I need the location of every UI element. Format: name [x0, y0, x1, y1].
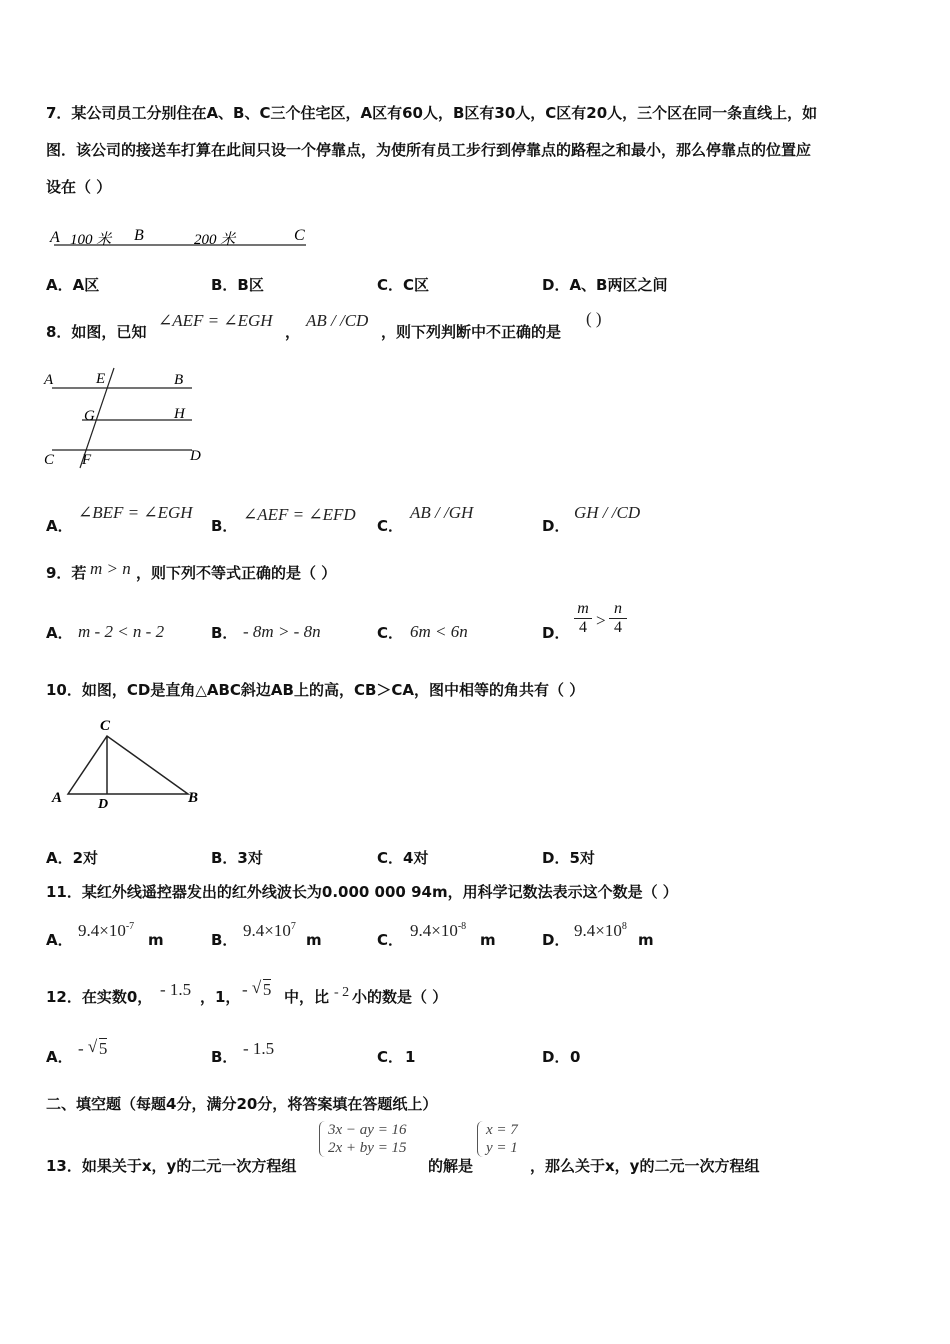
q7-label-a: A: [50, 229, 60, 246]
q10-option-d: D．5对: [542, 849, 595, 867]
q8-option-a-label: A．: [46, 517, 73, 535]
q8-label-h: H: [174, 406, 185, 422]
q13-system-1-eq-2: 2x + by = 15: [328, 1140, 407, 1156]
q7-line1: 7．某公司员工分别住在A、B、C三个住宅区，A区有60人，B区有30人，C区有20人，三个区在同一条直线上，如: [46, 104, 818, 122]
q7-line3: 设在（ ）: [46, 178, 112, 196]
q12-number-2-sign: -: [242, 980, 248, 999]
q11-option-c-value: [410, 918, 466, 940]
q11-option-a-label: A．: [46, 931, 73, 949]
q12-stem-d: 小的数是（ ）: [352, 988, 448, 1006]
q7-label-b: B: [134, 227, 144, 244]
q12-option-b-expr: - 1.5: [243, 1039, 275, 1058]
q11-option-a-exp: -7: [125, 921, 135, 932]
q8-condition-1: ∠AEF = ∠EGH: [158, 311, 273, 330]
q8-label-a: A: [44, 372, 54, 388]
q13-stem-b: 的解是: [428, 1157, 474, 1175]
q8-option-d-label: D．: [542, 517, 570, 535]
q7-option-d: D．A、B两区之间: [542, 276, 668, 294]
q9-option-c-expr: 6m < 6n: [410, 622, 468, 641]
q12-number-2-radicand: 5: [262, 980, 272, 999]
q10-option-a: A．2对: [46, 849, 99, 867]
q11-option-c-label: C．: [377, 931, 404, 949]
q7-dist-1: 100 米: [70, 232, 112, 248]
q10-option-b: B．3对: [211, 849, 263, 867]
q11-option-a-base: 9.4×10: [78, 921, 126, 940]
q12-number-2: [242, 978, 272, 999]
q9-option-c-label: C．: [377, 624, 404, 642]
section-2-heading: 二、填空题（每题4分，满分20分，将答案填在答题纸上）: [46, 1095, 438, 1113]
q8-label-d: D: [190, 448, 201, 464]
q10-triangle: [68, 736, 188, 794]
q7-dist-2: 200 米: [194, 232, 236, 248]
q7-option-b: B．B区: [211, 276, 264, 294]
q11-option-b-base: 9.4×10: [243, 921, 291, 940]
q8-condition-2: AB / /CD: [306, 311, 369, 330]
q9-option-a-expr: m - 2 < n - 2: [78, 622, 165, 641]
q9-option-a-label: A．: [46, 624, 73, 642]
q7-label-c: C: [294, 227, 305, 244]
q12-option-b-label: B．: [211, 1048, 238, 1066]
q8-option-c-expr: AB / /GH: [410, 503, 474, 522]
q8-label-e: E: [96, 371, 106, 387]
q11-option-b-unit: m: [306, 931, 322, 949]
q11-option-d-exp: 8: [621, 921, 627, 932]
q11-option-c-exp: -8: [457, 921, 467, 932]
q8-label-g: G: [84, 408, 95, 424]
q13-stem-a: 13．如果关于x，y的二元一次方程组: [46, 1157, 297, 1175]
q12-stem-b: ，1，: [200, 988, 241, 1006]
q9-option-d-op: >: [596, 611, 606, 630]
q11-option-b-exp: 7: [290, 921, 296, 932]
q8-label-f: F: [82, 452, 92, 468]
q13-system-2-eq-2: y = 1: [486, 1140, 518, 1156]
q8-option-c-label: C．: [377, 517, 404, 535]
q11-stem: 11．某红外线遥控器发出的红外线波长为0.000 000 94m，用科学记数法表示这个数是（ ）: [46, 883, 678, 901]
q9-stem-b: ，则下列不等式正确的是（ ）: [136, 564, 337, 582]
q9-option-b-expr: - 8m > - 8n: [243, 622, 321, 641]
q7-option-a: A．A区: [46, 276, 100, 294]
q12-option-a-sign: -: [78, 1039, 84, 1058]
q9-condition: m > n: [90, 559, 131, 578]
q10-figure: [46, 712, 216, 812]
q11-option-b-value: [243, 918, 296, 940]
q9-option-d-label: D．: [542, 624, 570, 642]
q10-option-c: C．4对: [377, 849, 429, 867]
q8-option-d-expr: GH / /CD: [574, 503, 641, 522]
q13-system-1-eq-1: 3x − ay = 16: [328, 1122, 407, 1138]
q12-option-a-label: A．: [46, 1048, 73, 1066]
q9-option-d-den-1: 4: [579, 619, 587, 636]
q11-option-d-unit: m: [638, 931, 654, 949]
q12-number-3: - 2: [334, 985, 350, 1000]
q8-option-a-expr: ∠BEF = ∠EGH: [78, 503, 193, 522]
q9-option-d-num-1: m: [574, 600, 592, 619]
q10-stem: 10．如图，CD是直角△ABC斜边AB上的高，CB＞CA，图中相等的角共有（ ）: [46, 681, 585, 699]
q12-stem-a: 12．在实数0，: [46, 988, 153, 1006]
q12-option-d-label: D．: [542, 1048, 570, 1066]
q11-option-d-value: [574, 918, 627, 940]
q12-number-1: - 1.5: [160, 980, 192, 999]
q9-option-d-fraction-2: [609, 600, 627, 637]
q12-option-a-radicand: 5: [98, 1039, 108, 1058]
q12-option-d-expr: 0: [570, 1048, 581, 1066]
q8-tail: ，则下列判断中不正确的是: [381, 323, 562, 341]
q13-system-2: [477, 1121, 518, 1157]
q7-figure: [46, 220, 316, 252]
q9-option-b-label: B．: [211, 624, 238, 642]
q8-separator: ，: [285, 323, 301, 341]
q12-option-c-label: C．: [377, 1048, 404, 1066]
q8-label-c: C: [44, 452, 55, 468]
q11-option-a-unit: m: [148, 931, 164, 949]
q8-label-b: B: [174, 372, 184, 388]
q9-option-d-fraction-1: [574, 600, 592, 637]
q8-figure: [42, 362, 212, 472]
q8-option-b-label: B．: [211, 517, 238, 535]
q8-option-b-expr: ∠AEF = ∠EFD: [243, 505, 356, 524]
q9-option-d-den-2: 4: [614, 619, 622, 636]
sqrt-icon: √: [87, 1037, 98, 1056]
q9-stem-a: 9．若: [46, 564, 87, 582]
q7-option-c: C．C区: [377, 276, 430, 294]
q11-option-d-base: 9.4×10: [574, 921, 622, 940]
q13-system-1: [319, 1121, 407, 1157]
q12-option-c-expr: 1: [405, 1048, 416, 1066]
q13-system-2-eq-1: x = 7: [486, 1122, 518, 1138]
q8-paren: ( ): [586, 309, 602, 328]
q10-label-d: D: [98, 797, 109, 812]
q8-stem: 8．如图，已知: [46, 323, 147, 341]
q10-label-b: B: [188, 790, 199, 806]
sqrt-icon: √: [251, 978, 262, 997]
q11-option-a-value: [78, 918, 134, 940]
q10-label-a: A: [52, 790, 63, 806]
q12-option-a-expr: [78, 1037, 108, 1058]
q11-option-c-unit: m: [480, 931, 496, 949]
q11-option-b-label: B．: [211, 931, 238, 949]
q12-stem-c: 中，比: [284, 988, 330, 1006]
q9-option-d-num-2: n: [609, 600, 627, 619]
q7-line2: 图．该公司的接送车打算在此间只设一个停靠点，为使所有员工步行到停靠点的路程之和最小，那么停靠点的位置应: [46, 141, 812, 159]
q13-stem-c: ，那么关于x，y的二元一次方程组: [530, 1157, 760, 1175]
q11-option-c-base: 9.4×10: [410, 921, 458, 940]
q10-label-c: C: [100, 718, 111, 734]
q11-option-d-label: D．: [542, 931, 570, 949]
